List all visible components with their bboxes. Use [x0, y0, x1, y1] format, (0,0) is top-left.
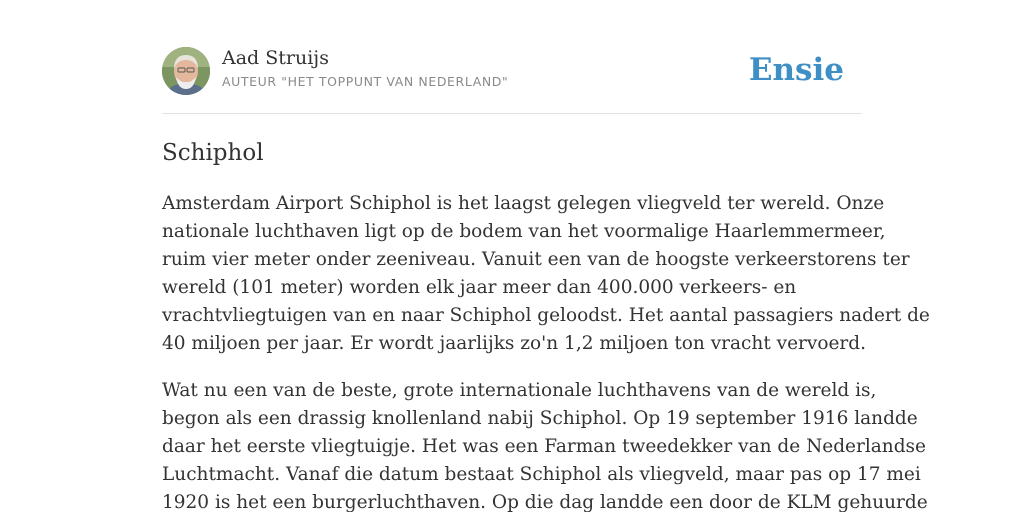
article-body: [162, 190, 930, 512]
text-line: vrachtvliegtuigen van en naar Schiphol geloodst. Het aantal passagiers nadert de: [162, 305, 930, 326]
text-line: nationale luchthaven ligt op de bodem van het voormalige Haarlemmermeer,: [162, 221, 886, 242]
author-name[interactable]: Aad Struijs: [222, 47, 329, 69]
brand-logo[interactable]: Ensie: [748, 52, 844, 88]
text-line: ruim vier meter onder zeeniveau. Vanuit een van de hoogste verkeerstorens ter: [162, 249, 910, 270]
paragraph-1: [162, 190, 930, 358]
avatar-portrait-icon: [162, 47, 210, 95]
text-line: Wat nu een van de beste, grote internationale luchthavens van de wereld is,: [162, 380, 877, 401]
avatar[interactable]: [162, 47, 210, 95]
text-line: wereld (101 meter) worden elk jaar meer dan 400.000 verkeers- en: [162, 277, 797, 298]
text-line: Amsterdam Airport Schiphol is het laagst gelegen vliegveld ter wereld. Onze: [162, 193, 885, 214]
text-line: 40 miljoen per jaar. Er wordt jaarlijks zo'n 1,2 miljoen ton vracht vervoerd.: [162, 333, 866, 354]
text-line: daar het eerste vliegtuigje. Het was een Farman tweedekker van de Nederlandse: [162, 436, 926, 457]
paragraph-2: [162, 377, 928, 512]
author-role: AUTEUR "HET TOPPUNT VAN NEDERLAND": [222, 74, 509, 89]
text-line: 1920 is het een burgerluchthaven. Op die dag landde een door de KLM gehuurde: [162, 492, 928, 512]
text-line: Luchtmacht. Vanaf die datum bestaat Schiphol als vliegveld, maar pas op 17 mei: [162, 464, 921, 485]
article-title: Schiphol: [162, 140, 264, 166]
author-header: [162, 46, 862, 96]
text-line: begon als een drassig knollenland nabij Schiphol. Op 19 september 1916 landde: [162, 408, 918, 429]
header-divider: [162, 113, 862, 114]
